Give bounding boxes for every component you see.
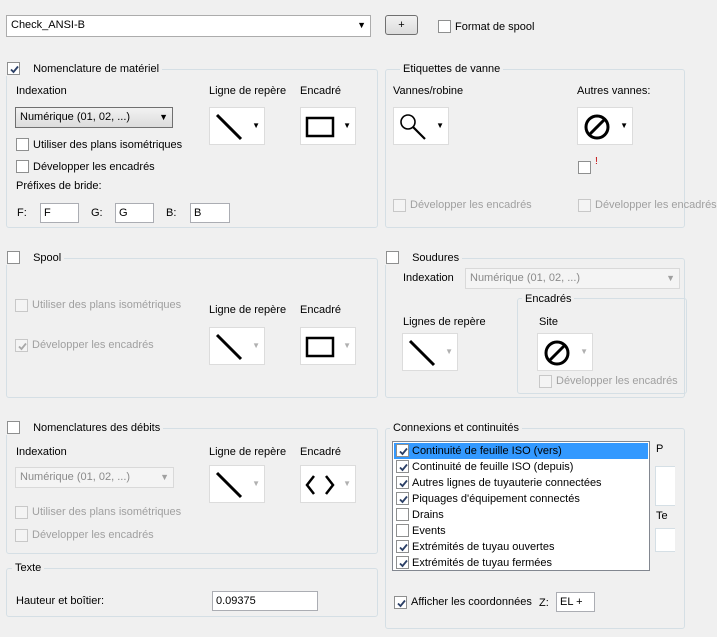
list-item-checkbox[interactable] [396, 556, 409, 569]
z-input[interactable]: EL + [556, 592, 595, 612]
spool-iso-planes-checkbox[interactable] [15, 299, 28, 312]
chevron-down-icon: ▼ [252, 341, 260, 350]
rectangle-frame-icon [304, 111, 336, 143]
chevron-down-icon: ▼ [343, 121, 351, 130]
chevron-down-icon: ▼ [357, 20, 366, 30]
valve-expand-frames-checkbox[interactable] [393, 199, 406, 212]
show-coords-label: Afficher les coordonnées [411, 596, 532, 608]
spool-expand-frames-label: Développer les encadrés [32, 339, 154, 351]
list-item-checkbox[interactable] [396, 460, 409, 473]
chevron-down-icon: ▼ [580, 347, 588, 356]
bom-title: Nomenclature de matériel [33, 63, 160, 75]
other-valves-picker[interactable] [577, 107, 633, 145]
list-item-label: Events [412, 525, 446, 537]
connections-list[interactable] [392, 441, 650, 571]
spool-expand-frames-checkbox[interactable] [15, 339, 28, 352]
chevron-down-icon: ▼ [343, 341, 351, 350]
chevron-down-icon: ▼ [252, 479, 260, 488]
list-item-label: Piquages d'équipement connectés [412, 493, 580, 505]
bom-expand-frames-label: Développer les encadrés [33, 161, 155, 173]
leader-line-icon [213, 331, 245, 363]
welds-leader-picker[interactable] [402, 333, 458, 371]
other-valve-expand-frames-label: Développer les encadrés [595, 199, 717, 211]
flange-prefixes-label: Préfixes de bride: [16, 180, 102, 192]
valve-expand-frames-label: Développer les encadrés [410, 199, 532, 211]
cut-expand-frames-checkbox[interactable] [15, 529, 28, 542]
spool-template-value: Check_ANSI-B [11, 19, 85, 31]
chevron-down-icon: ▼ [436, 121, 444, 130]
chevron-down-icon: ▼ [252, 121, 260, 130]
list-item[interactable] [394, 459, 648, 475]
text-height-input[interactable]: 0.09375 [212, 591, 318, 611]
list-item[interactable] [394, 523, 648, 539]
cut-legend [4, 421, 163, 435]
prefix-b-input[interactable]: B [190, 203, 230, 223]
cut-leader-picker[interactable] [209, 465, 265, 503]
cut-indexation-label: Indexation [16, 446, 67, 458]
welds-legend [383, 251, 462, 265]
no-symbol-icon [581, 111, 613, 143]
magnifier-icon [397, 111, 429, 143]
list-item-checkbox[interactable] [396, 492, 409, 505]
list-item-checkbox[interactable] [396, 476, 409, 489]
list-item[interactable] [394, 443, 648, 459]
other-valve-expand-frames-checkbox[interactable] [578, 199, 591, 212]
bom-legend [4, 62, 162, 76]
list-item-label: Continuité de feuille ISO (vers) [412, 445, 562, 457]
welds-title: Soudures [412, 252, 460, 264]
cut-leader-label: Ligne de repère [209, 446, 287, 458]
add-button[interactable]: + [385, 15, 418, 35]
cut-frame-label: Encadré [300, 446, 341, 458]
list-item[interactable] [394, 491, 648, 507]
valve-symbol-picker[interactable] [393, 107, 449, 145]
bom-iso-planes-checkbox[interactable] [16, 138, 29, 151]
list-item-label: Continuité de feuille ISO (depuis) [412, 461, 574, 473]
list-item-label: Extrémités de tuyau fermées [412, 557, 553, 569]
prefix-f-label: F: [17, 207, 27, 219]
text-height-label: Hauteur et boîtier: [16, 595, 105, 607]
welds-leader-label: Lignes de repère [403, 316, 486, 328]
list-item-checkbox[interactable] [396, 524, 409, 537]
bom-checkbox[interactable] [7, 62, 20, 75]
cut-expand-frames-label: Développer les encadrés [32, 529, 154, 541]
welds-site-picker[interactable] [537, 333, 593, 371]
list-item-label: Drains [412, 509, 444, 521]
welds-expand-frames-checkbox[interactable] [539, 375, 552, 388]
valve-title: Etiquettes de vanne [400, 62, 503, 76]
chevron-down-icon: ▼ [620, 121, 628, 130]
cut-iso-planes-checkbox[interactable] [15, 506, 28, 519]
bom-leader-picker[interactable] [209, 107, 265, 145]
welds-site-label: Site [539, 316, 558, 328]
chevron-down-icon: ▼ [666, 273, 675, 283]
list-item-checkbox[interactable] [396, 540, 409, 553]
connections-side-label-2: Te [656, 510, 668, 522]
spool-frame-label: Encadré [300, 304, 341, 316]
spool-format-checkbox[interactable] [438, 20, 451, 33]
bom-leader-label: Ligne de repère [209, 85, 287, 97]
list-item[interactable] [394, 507, 648, 523]
spool-iso-planes-label: Utiliser des plans isométriques [32, 299, 182, 311]
prefix-b-label: B: [166, 207, 177, 219]
list-item[interactable] [394, 555, 648, 571]
list-item-label: Autres lignes de tuyauterie connectées [412, 477, 602, 489]
prefix-g-input[interactable]: G [115, 203, 154, 223]
connections-side-field-1[interactable] [655, 466, 675, 506]
other-valves-label: Autres vannes: [577, 85, 651, 97]
list-item-checkbox[interactable] [396, 508, 409, 521]
bom-expand-frames-checkbox[interactable] [16, 160, 29, 173]
spool-leader-label: Ligne de repère [209, 304, 287, 316]
leader-line-icon [406, 337, 438, 369]
list-item-checkbox[interactable] [396, 444, 409, 457]
spool-legend [4, 251, 64, 265]
list-item-label: Extrémités de tuyau ouvertes [412, 541, 555, 553]
list-item[interactable] [394, 475, 648, 491]
text-group [6, 568, 378, 617]
welds-frames-title: Encadrés [522, 292, 574, 306]
list-item[interactable] [394, 539, 648, 555]
bom-indexation-select[interactable]: Numérique (01, 02, ...) ▼ [15, 107, 173, 128]
connections-side-label-1: P [656, 443, 664, 455]
chevron-down-icon: ▼ [159, 112, 168, 122]
bom-frame-label: Encadré [300, 85, 341, 97]
leader-line-icon [213, 469, 245, 501]
bom-iso-planes-label: Utiliser des plans isométriques [33, 139, 183, 151]
rectangle-frame-icon [304, 331, 336, 363]
cut-iso-planes-label: Utiliser des plans isométriques [32, 506, 182, 518]
no-symbol-icon [541, 337, 573, 369]
cut-indexation-select[interactable]: Numérique (01, 02, ...) ▼ [15, 467, 174, 488]
valves-label: Vannes/robine [393, 85, 464, 97]
show-coords-checkbox[interactable] [394, 596, 407, 609]
text-title: Texte [12, 561, 44, 575]
welds-indexation-select[interactable]: Numérique (01, 02, ...) ▼ [465, 268, 680, 289]
z-label: Z: [539, 597, 549, 609]
spool-leader-picker[interactable] [209, 327, 265, 365]
spool-checkbox[interactable] [7, 251, 20, 264]
other-valves-checkbox[interactable] [578, 161, 591, 174]
cut-title: Nomenclatures des débits [33, 422, 161, 434]
cut-frame-picker[interactable] [300, 465, 356, 503]
welds-indexation-label: Indexation [403, 272, 454, 284]
brackets-frame-icon [304, 469, 336, 501]
cut-checkbox[interactable] [7, 421, 20, 434]
chevron-down-icon: ▼ [445, 347, 453, 356]
prefix-g-label: G: [91, 207, 103, 219]
spool-format-label: Format de spool [455, 21, 535, 33]
connections-side-field-2[interactable] [655, 528, 675, 552]
other-valves-flag: ! [595, 156, 598, 167]
chevron-down-icon: ▼ [160, 472, 169, 482]
welds-checkbox[interactable] [386, 251, 399, 264]
welds-expand-frames-label: Développer les encadrés [556, 375, 678, 387]
bom-indexation-label: Indexation [16, 85, 67, 97]
leader-line-icon [213, 111, 245, 143]
spool-frame-picker[interactable] [300, 327, 356, 365]
bom-frame-picker[interactable] [300, 107, 356, 145]
prefix-f-input[interactable]: F [40, 203, 79, 223]
connections-title: Connexions et continuités [390, 421, 522, 435]
chevron-down-icon: ▼ [343, 479, 351, 488]
spool-title: Spool [33, 252, 62, 264]
spool-template-select[interactable] [6, 15, 371, 37]
